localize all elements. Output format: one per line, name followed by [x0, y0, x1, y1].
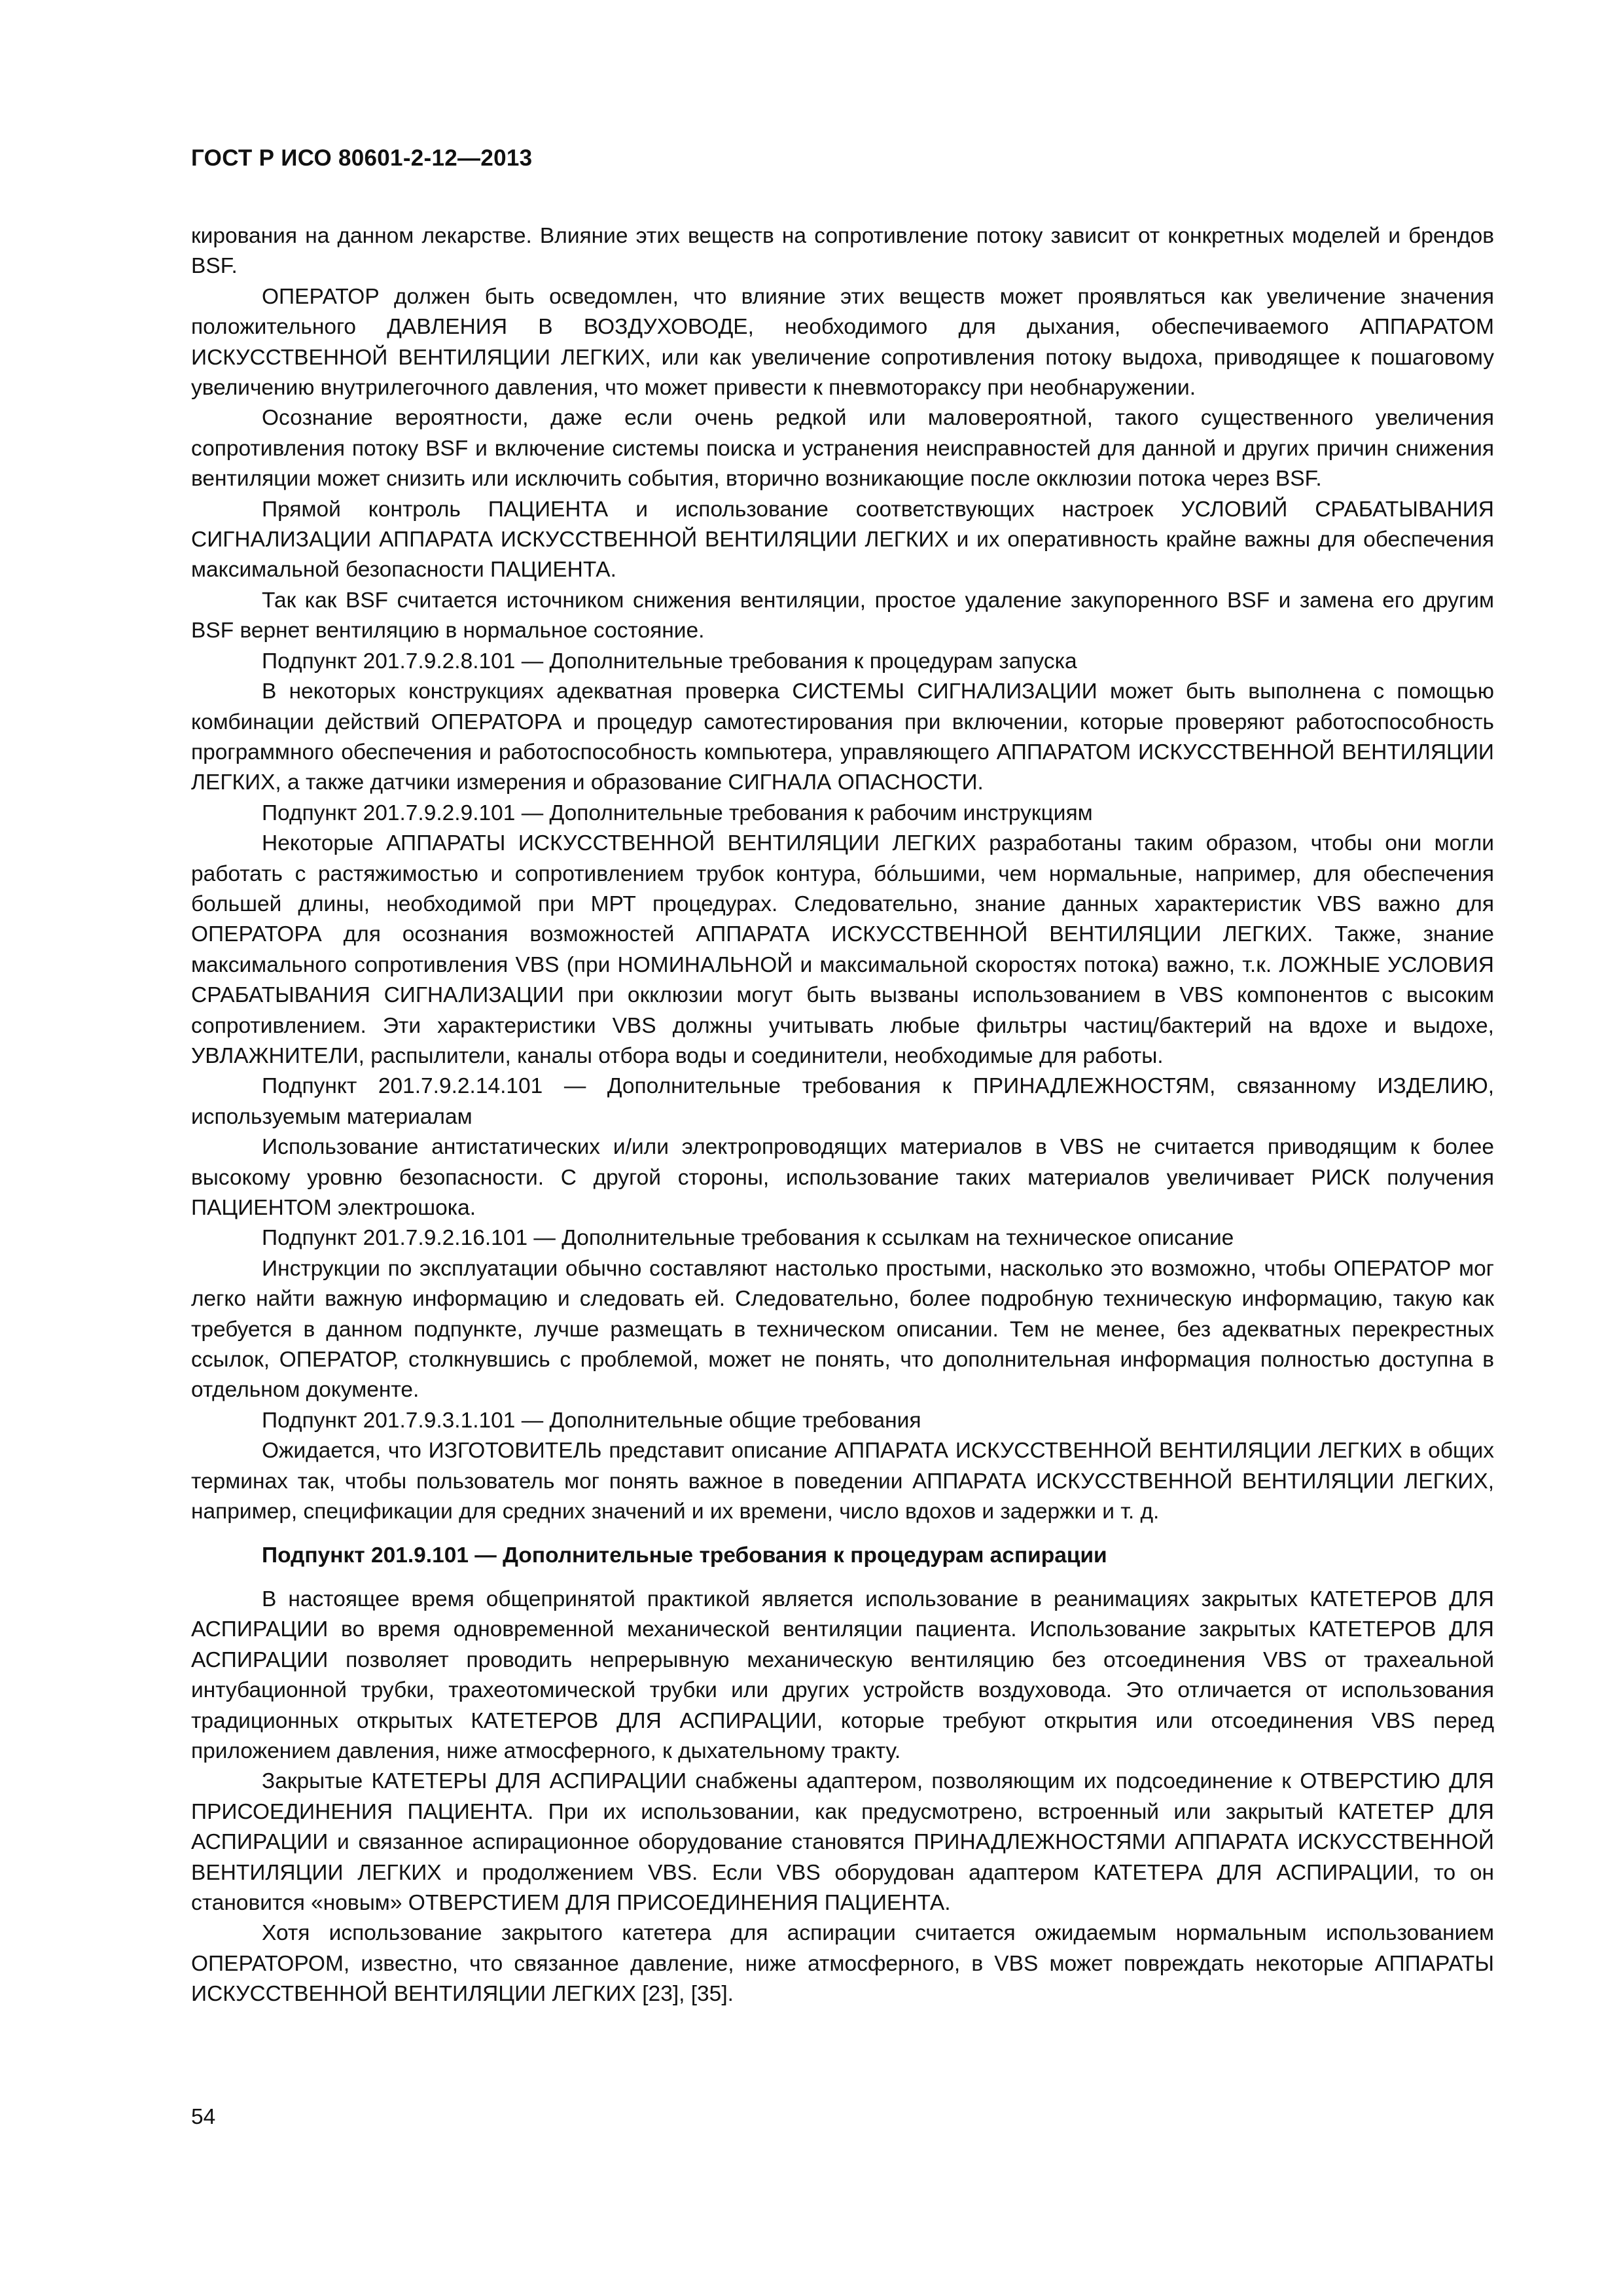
paragraph: кирования на данном лекарстве. Влияние этих веществ на сопротивление потоку зависит от конкретных моделей и брендов BSF. — [191, 224, 1494, 279]
paragraph: Использование антистатических и/или электропроводящих материалов в VBS не считается приводящим к более высокому уровню безопасности. С другой стороны, использование таких материалов увеличивает РИСК получения ПАЦИЕНТОМ электрошока. — [191, 1135, 1494, 1220]
subclause-title: Подпункт 201.7.9.2.9.101 — Дополнительные требования к рабочим инструкциям — [262, 800, 1093, 825]
paragraph: Ожидается, что ИЗГОТОВИТЕЛЬ представит описание АППАРАТА ИСКУССТВЕННОЙ ВЕНТИЛЯЦИИ ЛЕГКИХ в общих терминах так, чтобы пользователь мог понять важное в поведении АППАРАТА ИСКУССТВЕННОЙ ВЕНТИЛЯЦИИ ЛЕГКИХ, например, спецификации для средних значений и их времени, число вдохов и задержки и т. д. — [191, 1439, 1494, 1524]
paragraph: Так как BSF считается источником снижения вентиляции, простое удаление закупоренного BSF и замена его другим BSF вернет вентиляцию в нормальное состояние. — [191, 588, 1494, 643]
paragraph: Прямой контроль ПАЦИЕНТА и использование соответствующих настроек УСЛОВИЙ СРАБАТЫВАНИЯ СИГНАЛИЗАЦИИ АППАРАТА ИСКУССТВЕННОЙ ВЕНТИЛЯЦИИ ЛЕГКИХ и их оперативность крайне важны для обеспечения максимальной безопасности ПАЦИЕНТА. — [191, 497, 1494, 583]
page-header-standard-title: ГОСТ Р ИСО 80601-2-12—2013 — [191, 145, 533, 171]
section-heading: Подпункт 201.9.101 — Дополнительные требования к процедурам аспирации — [262, 1543, 1107, 1568]
paragraph: В некоторых конструкциях адекватная проверка СИСТЕМЫ СИГНАЛИЗАЦИИ может быть выполнена с помощью комбинации действий ОПЕРАТОРА и процедур самотестирования при включении, которые проверяют работоспособность программного обеспечения и работоспособность компьютера, управляющего АППАРАТОМ ИСКУССТВЕННОЙ ВЕНТИЛЯЦИИ ЛЕГКИХ, а также датчики измерения и образование СИГНАЛА ОПАСНОСТИ. — [191, 679, 1494, 795]
subclause-title: Подпункт 201.7.9.2.8.101 — Дополнительные требования к процедурам запуска — [262, 649, 1077, 673]
body-text — [191, 221, 1494, 2010]
subclause-title: Подпункт 201.7.9.2.16.101 — Дополнительные требования к ссылкам на техническое описание — [262, 1226, 1234, 1251]
paragraph: Некоторые АППАРАТЫ ИСКУССТВЕННОЙ ВЕНТИЛЯЦИИ ЛЕГКИХ разработаны таким образом, чтобы они могли работать с растяжимостью и сопротивлением трубок контура, бóльшими, чем нормальные, например, для обеспечения большей длины, необходимой при МРТ процедурах. Следовательно, знание данных характеристик VBS важно для ОПЕРАТОРА для осознания возможностей АППАРАТА ИСКУССТВЕННОЙ ВЕНТИЛЯЦИИ ЛЕГКИХ. Также, знание максимального сопротивления VBS (при НОМИНАЛЬНОЙ и максимальной скоростях потока) важно, т.к. ЛОЖНЫЕ УСЛОВИЯ СРАБАТЫВАНИЯ СИГНАЛИЗАЦИИ при окклюзии могут быть вызваны использованием в VBS компонентов с высоким сопротивлением. Эти характеристики VBS должны учитывать любые фильтры частиц/бактерий на вдохе и выдохе, УВЛАЖНИТЕЛИ, распылители, каналы отбора воды и соединители, необходимые для работы. — [191, 831, 1494, 1068]
paragraph: Инструкции по эксплуатации обычно составляют настолько простыми, насколько это возможно, чтобы ОПЕРАТОР мог легко найти важную информацию и следовать ей. Следовательно, более подробную техническую информацию, такую как требуется в данном подпункте, лучше размещать в техническом описании. Тем не менее, без адекватных перекрестных ссылок, ОПЕРАТОР, столкнувшись с проблемой, может не понять, что дополнительная информация полностью доступна в отдельном документе. — [191, 1256, 1494, 1403]
paragraph: В настоящее время общепринятой практикой является использование в реанимациях закрытых КАТЕТЕРОВ ДЛЯ АСПИРАЦИИ во время одновременной механической вентиляции пациента. Использование закрытых КАТЕТЕРОВ ДЛЯ АСПИРАЦИИ позволяет проводить непрерывную механическую вентиляцию без отсоединения VBS от трахеальной интубационной трубки, трахеотомической трубки или других устройств воздуховода. Это отличается от использования традиционных открытых КАТЕТЕРОВ ДЛЯ АСПИРАЦИИ, которые требуют открытия или отсоединения VBS перед приложением давления, ниже атмосферного, к дыхательному тракту. — [191, 1587, 1494, 1763]
page-number: 54 — [191, 2105, 216, 2129]
paragraph: Закрытые КАТЕТЕРЫ ДЛЯ АСПИРАЦИИ снабжены адаптером, позволяющим их подсоединение к ОТВЕРСТИЮ ДЛЯ ПРИСОЕДИНЕНИЯ ПАЦИЕНТА. При их использовании, как предусмотрено, встроенный или закрытый КАТЕТЕР ДЛЯ АСПИРАЦИИ и связанное аспирационное оборудование становятся ПРИНАДЛЕЖНОСТЯМИ АППАРАТА ИСКУССТВЕННОЙ ВЕНТИЛЯЦИИ ЛЕГКИХ и продолжением VBS. Если VBS оборудован адаптером КАТЕТЕРА ДЛЯ АСПИРАЦИИ, то он становится «новым» ОТВЕРСТИЕМ ДЛЯ ПРИСОЕДИНЕНИЯ ПАЦИЕНТА. — [191, 1769, 1494, 1915]
paragraph: Осознание вероятности, даже если очень редкой или маловероятной, такого существенного увеличения сопротивления потоку BSF и включение системы поиска и устранения неисправностей для данной и других причин снижения вентиляции может снизить или исключить события, вторично возникающие после окклюзии потока через BSF. — [191, 406, 1494, 492]
subclause-title: Подпункт 201.7.9.3.1.101 — Дополнительные общие требования — [262, 1408, 921, 1433]
subclause-title: Подпункт 201.7.9.2.14.101 — Дополнительные требования к ПРИНАДЛЕЖНОСТЯМ, связанному ИЗДЕЛИЮ, используемым материалам — [191, 1074, 1494, 1129]
paragraph: Хотя использование закрытого катетера для аспирации считается ожидаемым нормальным использованием ОПЕРАТОРОМ, известно, что связанное давление, ниже атмосферного, в VBS может повреждать некоторые АППАРАТЫ ИСКУССТВЕННОЙ ВЕНТИЛЯЦИИ ЛЕГКИХ [23], [35]. — [191, 1921, 1494, 2007]
paragraph: ОПЕРАТОР должен быть осведомлен, что влияние этих веществ может проявляться как увеличение значения положительного ДАВЛЕНИЯ В ВОЗДУХОВОДЕ, необходимого для дыхания, обеспечиваемого АППАРАТОМ ИСКУССТВЕННОЙ ВЕНТИЛЯЦИИ ЛЕГКИХ, или как увеличение сопротивления потоку выдоха, приводящее к пошаговому увеличению внутрилегочного давления, что может привести к пневмотораксу при необнаружении. — [191, 284, 1494, 401]
